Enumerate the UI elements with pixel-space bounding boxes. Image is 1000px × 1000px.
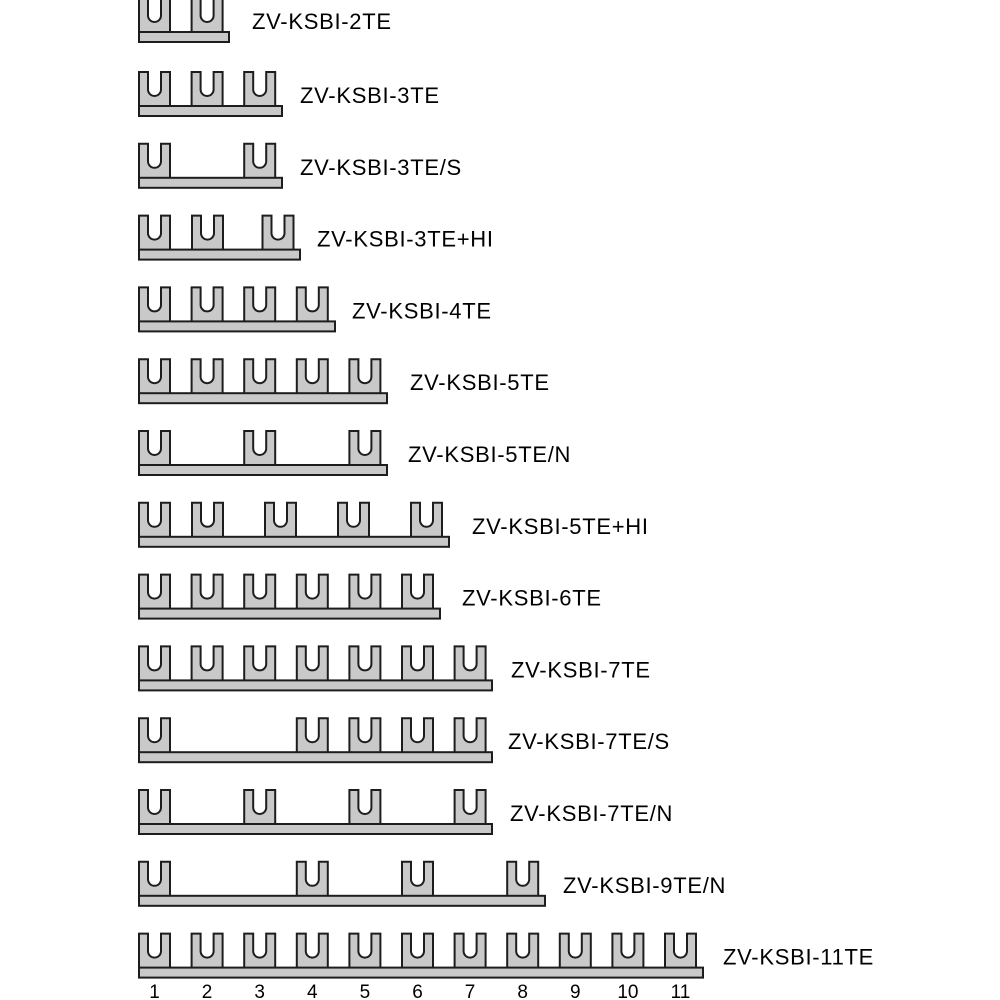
busbar-row (139, 790, 673, 834)
busbar-prong (192, 0, 223, 35)
busbar-prong (139, 216, 170, 253)
position-number: 6 (412, 982, 423, 1000)
busbar-prong (297, 862, 328, 899)
busbar-prong (244, 431, 275, 468)
busbar-row (139, 718, 670, 762)
busbar-prong (349, 790, 380, 827)
busbar-prong (455, 646, 486, 683)
busbar-prong (139, 718, 170, 755)
busbar-prong (297, 359, 328, 396)
busbar-prong (402, 575, 433, 612)
busbar-prong (192, 503, 223, 540)
busbar-bar (139, 968, 703, 978)
busbar-prong (402, 718, 433, 755)
busbar-prong (192, 359, 223, 396)
position-number: 1 (149, 982, 160, 1000)
busbar-part-label: ZV-KSBI-5TE+HI (472, 513, 649, 539)
busbar-prong (139, 431, 170, 468)
busbar-part-label: ZV-KSBI-3TE+HI (317, 226, 494, 252)
busbar-part-label: ZV-KSBI-5TE/N (408, 442, 572, 467)
busbar-prong (402, 862, 433, 899)
busbar-prong (139, 144, 170, 181)
busbar-row (139, 934, 874, 978)
busbar-prong (263, 216, 294, 253)
busbar-prong (192, 646, 223, 683)
busbar-bar (139, 178, 282, 188)
busbar-prong (349, 646, 380, 683)
position-number: 3 (254, 982, 265, 1000)
busbar-bar (139, 393, 387, 403)
busbar-prong (244, 72, 275, 109)
busbar-prong (402, 646, 433, 683)
busbar-prong (411, 503, 442, 540)
busbar-row (139, 0, 392, 42)
busbar-row (139, 862, 726, 906)
busbar-prong (139, 934, 170, 971)
busbar-row (139, 359, 550, 403)
busbar-row (139, 72, 440, 116)
busbar-prong (297, 934, 328, 971)
busbar-prong (455, 718, 486, 755)
busbar-part-label: ZV-KSBI-7TE/N (510, 801, 674, 826)
busbar-row (139, 575, 602, 619)
position-number: 9 (570, 982, 581, 1000)
busbar-prong (244, 287, 275, 324)
busbar-part-label: ZV-KSBI-9TE/N (563, 872, 727, 898)
position-number: 7 (464, 982, 476, 1000)
busbar-prong (297, 575, 328, 612)
busbar-part-label: ZV-KSBI-3TE (300, 83, 440, 108)
position-number: 8 (517, 982, 528, 1000)
busbar-prong (665, 934, 696, 971)
busbar-bar (139, 321, 335, 331)
busbar-prong (338, 503, 369, 540)
busbar-prong (349, 718, 380, 755)
busbar-prong (297, 718, 328, 755)
busbar-prong (455, 790, 486, 827)
busbar-prong (297, 287, 328, 324)
busbar-row (139, 503, 649, 547)
busbar-prong (139, 862, 170, 899)
busbar-prong (349, 575, 380, 612)
busbar-bar (139, 609, 440, 619)
busbar-bar (139, 680, 492, 690)
position-number: 10 (617, 982, 639, 1000)
busbar-prong (349, 359, 380, 396)
busbar-prong (192, 934, 223, 971)
busbar-prong (139, 359, 170, 396)
busbar-prong (560, 934, 591, 971)
busbar-prong (244, 359, 275, 396)
busbar-prong (139, 503, 170, 540)
position-number: 11 (670, 982, 691, 1000)
busbar-prong (244, 790, 275, 827)
busbar-bar (139, 465, 387, 475)
busbar-prong (349, 934, 380, 971)
busbar-prong (192, 216, 223, 253)
busbar-row (139, 144, 462, 188)
busbar-prong (507, 862, 538, 899)
busbar-bar (139, 752, 492, 762)
busbar-prong (244, 934, 275, 971)
busbar-bar (139, 106, 282, 116)
busbar-row (139, 646, 651, 690)
busbar-prong (139, 287, 170, 324)
busbar-prong (244, 646, 275, 683)
busbar-part-label: ZV-KSBI-11TE (723, 944, 875, 970)
busbar-prong (265, 503, 296, 540)
position-number: 4 (307, 982, 318, 1000)
busbar-part-label: ZV-KSBI-7TE/S (508, 729, 670, 755)
busbar-prong (139, 790, 170, 827)
busbar-prong (612, 934, 643, 971)
busbar-prong (192, 575, 223, 612)
busbar-row (139, 216, 494, 260)
busbar-bar (139, 824, 492, 834)
busbar-part-label: ZV-KSBI-7TE (511, 657, 651, 683)
busbar-prong (455, 934, 486, 971)
busbar-prong (139, 72, 170, 109)
busbar-bar (139, 896, 545, 906)
busbar-part-label: ZV-KSBI-4TE (352, 298, 492, 324)
busbar-prong (139, 575, 170, 612)
busbar-prong (139, 646, 170, 683)
busbar-row (139, 287, 492, 331)
busbar-part-label: ZV-KSBI-3TE/S (300, 154, 462, 180)
busbar-prong (349, 431, 380, 468)
busbar-part-label: ZV-KSBI-6TE (462, 585, 602, 611)
busbar-prong (507, 934, 538, 971)
position-number: 2 (201, 982, 213, 1000)
position-numbers (149, 982, 690, 1000)
busbar-prong (244, 575, 275, 612)
busbar-bar (139, 250, 300, 260)
busbar-prong (139, 0, 170, 35)
busbar-prong (402, 934, 433, 971)
busbar-bar (139, 537, 449, 547)
busbar-prong (192, 72, 223, 109)
busbar-bar (139, 32, 229, 42)
busbar-prong (244, 144, 275, 181)
busbar-row (139, 431, 571, 475)
busbar-part-label: ZV-KSBI-5TE (410, 370, 550, 396)
busbar-prong (297, 646, 328, 683)
busbar-prong (192, 287, 223, 324)
position-number: 5 (359, 982, 371, 1000)
busbar-part-label: ZV-KSBI-2TE (252, 9, 392, 34)
